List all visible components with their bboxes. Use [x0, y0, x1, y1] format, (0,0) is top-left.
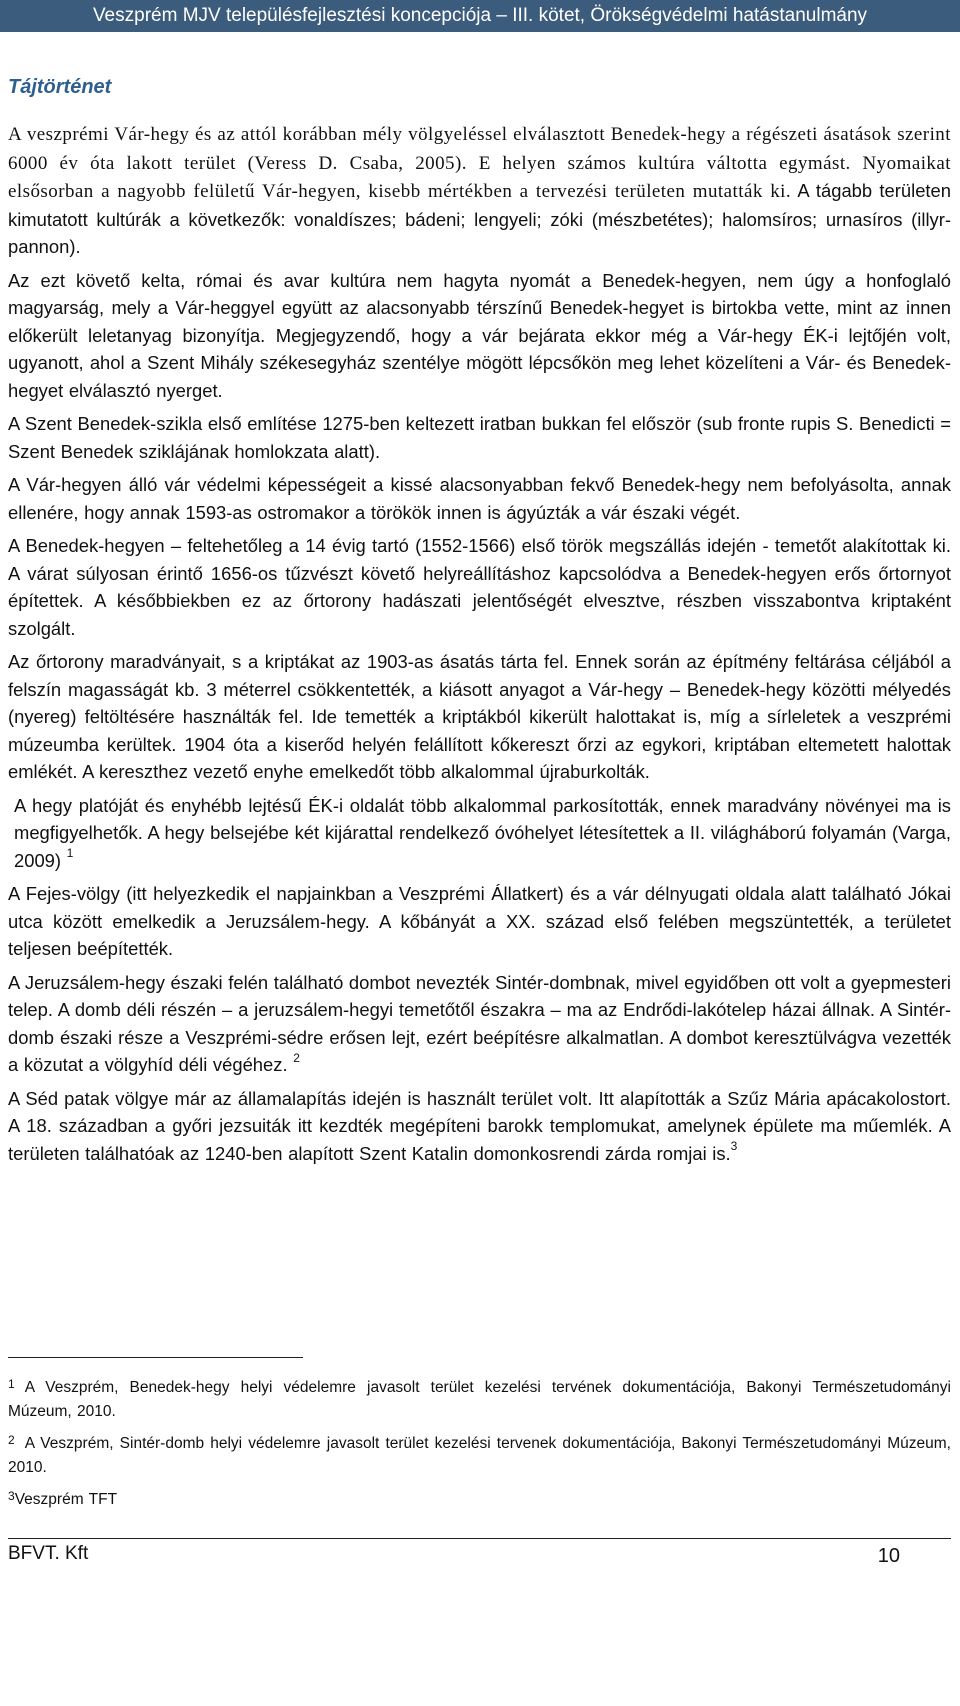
paragraph-5: A Benedek-hegyen – feltehetőleg a 14 évig tartó (1552-1566) első török megszállás idején - temetőt alakítottak ki. A várat súlyosan érintő 1656-os tűzvészt követő helyreállításhoz kapcsolódva a Benedek-hegyen erős őrtornyot építettek. A későbbiekben ez az őrtorony hadászati jelentőségét elvesztve, részben visszabontva kriptaként szolgált.	[8, 535, 951, 639]
paragraph-7	[8, 792, 951, 875]
footnote-3-number: 3	[8, 1489, 15, 1503]
footnote-2-text: A Veszprém, Sintér-domb helyi védelemre javasolt terület kezelési tervenek dokumentációja, Bakonyi Természetudományi Múzeum, 2010.	[8, 1435, 951, 1476]
footer-company: BFVT. Kft	[8, 1543, 89, 1564]
footnote-2-number: 2	[8, 1433, 15, 1447]
footnote-divider	[8, 1357, 303, 1358]
paragraph-1-sans-part: A tágabb területen kimutatott kultúrák a következők: vonaldíszes; bádeni; lengyeli; zóki (mészbetétes); halomsíros; urnasíros (illyr-pannon).	[8, 180, 951, 257]
paragraph-4: A Vár-hegyen álló vár védelmi képességeit a kissé alacsonyabban fekvő Benedek-hegy nem befolyásolta, annak ellenére, hogy annak 1593-as ostromakor a törökök innen is ágyúzták a vár északi végét.	[8, 474, 951, 523]
footnote-ref-3[interactable]: 3	[730, 1139, 738, 1154]
footer-divider	[8, 1538, 951, 1539]
paragraph-10	[8, 1085, 951, 1168]
footnote-1-text: A Veszprém, Benedek-hegy helyi védelemre javasolt terület kezelési tervének dokumentációja, Bakonyi Természetudományi Múzeum, 2010.	[8, 1379, 951, 1420]
paragraph-9-text: A Jeruzsálem-hegy északi felén található dombot nevezték Sintér-dombnak, mivel egyidőben ott volt a gyepmesteri telep. A domb déli részén – a jeruzsálem-hegyi temetőtől északra – ma az Endrődi-lakótelep házai állnak. A Sintér-domb északi része a Veszprémi-sédre erősen lejt, ezért beépítésre alkalmatlan. A dombot keresztülvágva vezették a közutat a völgyhíd déli végéhez.	[8, 971, 951, 1075]
page-number: 10	[877, 1545, 900, 1567]
paragraph-3: A Szent Benedek-szikla első említése 1275-ben keltezett iratban bukkan fel először (sub fronte rupis S. Benedicti = Szent Benedek sziklájának homlokzata alatt).	[8, 413, 951, 462]
footnote-ref-1[interactable]: 1	[66, 846, 74, 861]
paragraph-7-text: A hegy platóját és enyhébb lejtésű ÉK-i oldalát több alkalommal parkosították, ennek maradvány növényei ma is megfigyelhetők. A hegy belsejébe két kijárattal rendelkező óvóhelyet létesítettek a II. világháború folyamán (Varga, 2009)	[14, 794, 951, 871]
footnote-3-text: Veszprém TFT	[14, 1491, 118, 1508]
paragraph-8: A Fejes-völgy (itt helyezkedik el napjainkban a Veszprémi Állatkert) és a vár délnyugati oldala alatt található Jókai utca között emelkedik a Jeruzsálem-hegy. A kőbányát a XX. század első felében megszüntették, a területet teljesen beépítették.	[8, 883, 951, 959]
footnote-3	[8, 1488, 951, 1512]
paragraph-10-text: A Séd patak völgye már az államalapítás idején is használt terület volt. Itt alapították a Szűz Mária apácakolostort. A 18. században a győri jezsuiták itt kezdték megépíteni barokk templomukat, amelynek épülete ma műemlék. A területen találhatóak az 1240-ben alapított Szent Katalin domonkosrendi zárda romjai is.	[8, 1087, 951, 1164]
footnote-2	[8, 1432, 951, 1480]
footnote-1	[8, 1376, 951, 1424]
paragraph-9	[8, 969, 951, 1079]
paragraph-6: Az őrtorony maradványait, s a kriptákat az 1903-as ásatás tárta fel. Ennek során az építmény feltárása céljából a felszín magasságát kb. 3 méterrel csökkentették, a kiásott anyagot a Vár-hegy – Benedek-hegy közötti mélyedés (nyereg) feltöltésére használták fel. Ide temették a kriptákból kikerült halottakat is, míg a sírleletek a veszprémi múzeumba kerültek. 1904 óta a kiserőd helyén felállított kőkereszt őrzi az egykori, kriptában eltemetett halottak emlékét. A kereszthez vezető enyhe emelkedőt több alkalommal újraburkolták.	[8, 651, 951, 782]
page-header	[0, 0, 960, 32]
main-text	[8, 120, 951, 1173]
section-title: Tájtörténet	[8, 76, 112, 98]
paragraph-1-serif-part: A veszprémi Vár-hegy és az attól korábban mély völgyeléssel elválasztott Benedek-hegy a régészeti ásatások szerint 6000 év óta lakott terület (Veress D. Csaba, 2005). E helyen számos kultúra váltotta egymást. Nyomaikat elsősorban a nagyobb felületű Vár-hegyen, kisebb mértékben a tervezési területen mutatták ki.	[8, 124, 951, 202]
footnotes	[8, 1376, 951, 1520]
paragraph-2: Az ezt követő kelta, római és avar kultúra nem hagyta nyomát a Benedek-hegyen, nem úgy a honfoglaló magyarság, mely a Vár-heggyel együtt az alacsonyabb térszínű Benedek-hegyet is birtokba vette, mint az innen előkerült leletanyag bizonyítja. Megjegyzendő, hogy a vár bejárata ekkor még a Vár-hegy ÉK-i lejtőjén volt, ugyanott, ahol a Szent Mihály székesegyház szentélye mögött lépcsőkön meg lehet közelíteni a Vár- és Benedek-hegyet elválasztó nyerget.	[8, 269, 951, 401]
paragraph-1	[8, 120, 951, 261]
header-title: Veszprém MJV településfejlesztési koncepciója – III. kötet, Örökségvédelmi hatástanulmány	[92, 5, 868, 26]
footnote-1-number: 1	[8, 1377, 15, 1391]
footnote-ref-2[interactable]: 2	[293, 1050, 300, 1065]
